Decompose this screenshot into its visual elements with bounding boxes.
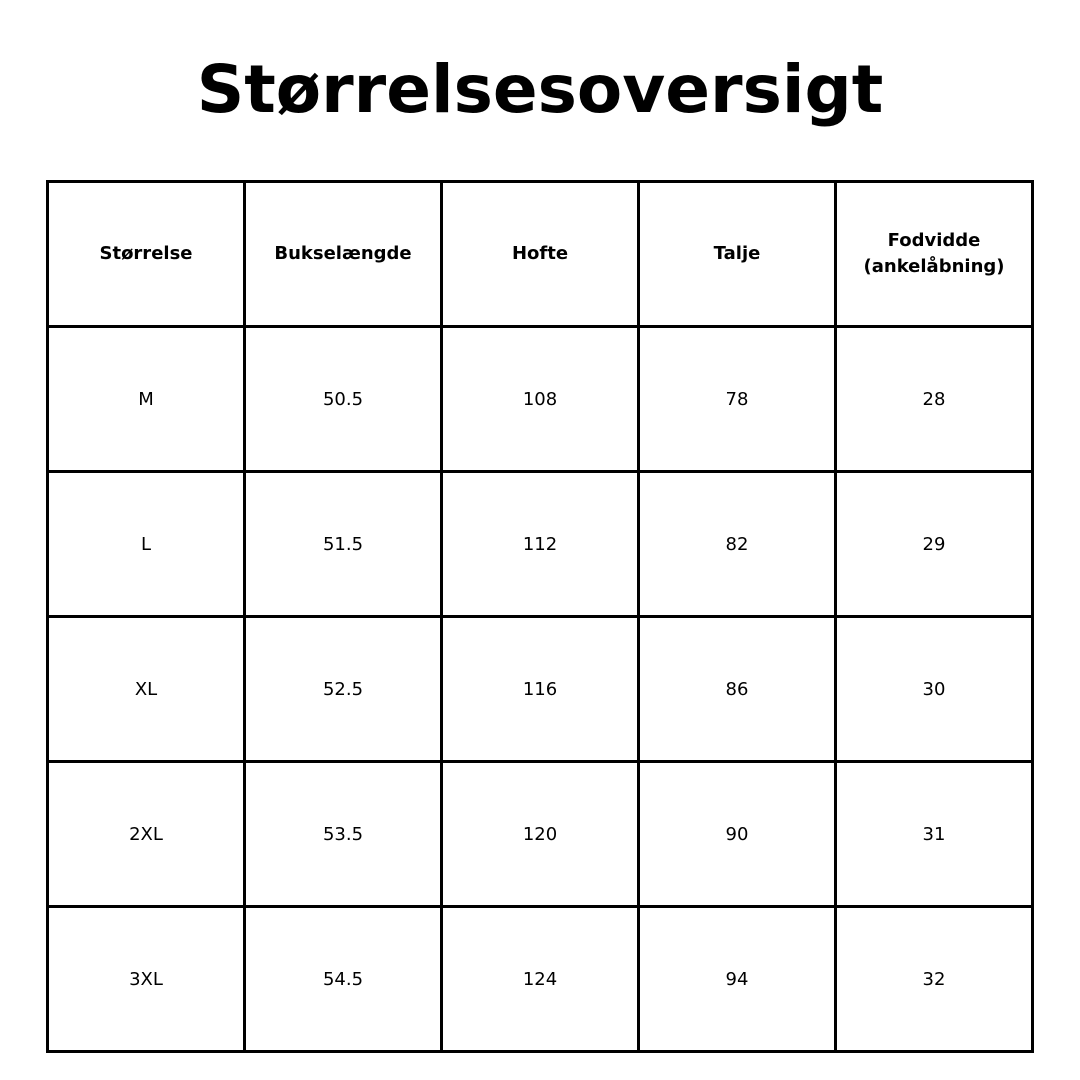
header-cell-leg-opening xyxy=(836,182,1033,327)
header-cell-hip xyxy=(442,182,639,327)
page-title: Størrelsesoversigt xyxy=(196,51,884,128)
table-cell: 51.5 xyxy=(245,472,442,617)
header-label: Fodvidde xyxy=(887,230,981,251)
header-label: Størrelse xyxy=(99,243,193,264)
table-cell: XL xyxy=(48,617,245,762)
table-cell: 86 xyxy=(639,617,836,762)
table-row xyxy=(48,762,1033,907)
table-cell: 2XL xyxy=(48,762,245,907)
header-label: Talje xyxy=(713,243,761,264)
table-cell: 116 xyxy=(442,617,639,762)
table-cell: 53.5 xyxy=(245,762,442,907)
table-cell: 52.5 xyxy=(245,617,442,762)
table-cell: 108 xyxy=(442,327,639,472)
table-cell: 94 xyxy=(639,907,836,1052)
header-label-sub: (ankelåbning) xyxy=(863,256,1005,277)
table-cell: 30 xyxy=(836,617,1033,762)
table-cell: 29 xyxy=(836,472,1033,617)
table-row xyxy=(48,907,1033,1052)
table-row xyxy=(48,617,1033,762)
table-cell: L xyxy=(48,472,245,617)
table-cell: 54.5 xyxy=(245,907,442,1052)
table-cell: 50.5 xyxy=(245,327,442,472)
header-cell-size xyxy=(48,182,245,327)
header-label: Bukselængde xyxy=(274,243,412,264)
size-chart-table xyxy=(46,180,1034,1053)
table-cell: 31 xyxy=(836,762,1033,907)
header-label: Hofte xyxy=(511,243,569,264)
table-cell: 28 xyxy=(836,327,1033,472)
table-cell: 3XL xyxy=(48,907,245,1052)
table-cell: 32 xyxy=(836,907,1033,1052)
table-cell: M xyxy=(48,327,245,472)
header-cell-waist xyxy=(639,182,836,327)
table-row xyxy=(48,327,1033,472)
table-cell: 112 xyxy=(442,472,639,617)
table-cell: 90 xyxy=(639,762,836,907)
header-row xyxy=(48,182,1033,327)
table-row xyxy=(48,472,1033,617)
table-cell: 124 xyxy=(442,907,639,1052)
table-cell: 82 xyxy=(639,472,836,617)
header-cell-pants-length xyxy=(245,182,442,327)
table-cell: 120 xyxy=(442,762,639,907)
table-cell: 78 xyxy=(639,327,836,472)
